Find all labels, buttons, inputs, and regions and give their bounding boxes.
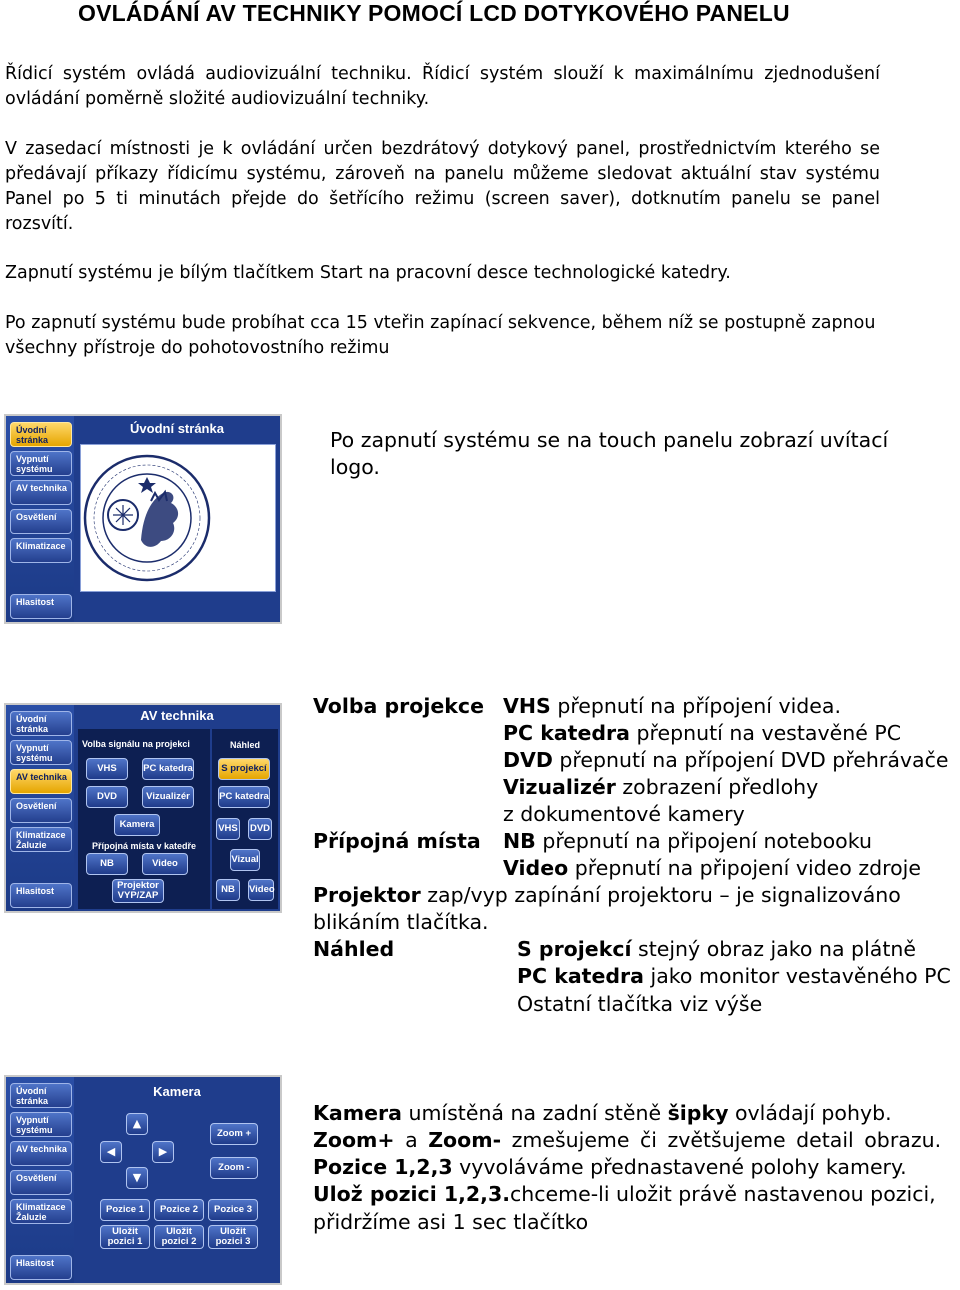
- sidebar-item-lighting[interactable]: Osvětlení: [10, 798, 72, 823]
- label-volba-projekce: Volba projekce: [313, 694, 484, 718]
- desc-pc-katedra-preview: PC katedra jako monitor vestavěného PC: [517, 964, 951, 988]
- intro-paragraph-3: Zapnutí systému je bílým tlačítkem Start na pracovní desce technologické katedry.: [5, 263, 731, 283]
- desc-visualizer: Vizualizér zobrazení předlohy: [503, 775, 819, 799]
- camera-up-arrow-icon[interactable]: ▲: [126, 1113, 148, 1135]
- save-position-2-button[interactable]: Uložit pozici 2: [154, 1225, 204, 1249]
- panel-sidebar: [6, 705, 74, 911]
- camera-right-arrow-icon[interactable]: ▶: [152, 1141, 174, 1163]
- camera-left-arrow-icon[interactable]: ◀: [100, 1141, 122, 1163]
- nb-button[interactable]: NB: [86, 853, 128, 875]
- save-position-3-button[interactable]: Uložit pozici 3: [208, 1225, 258, 1249]
- save-position-1-button[interactable]: Uložit pozici 1: [100, 1225, 150, 1249]
- sidebar-item-climate-blinds[interactable]: Klimatizace Žaluzie: [10, 1199, 72, 1224]
- sidebar-item-av[interactable]: AV technika: [10, 480, 72, 505]
- intro-paragraph-1: Řídicí systém ovládá audiovizuální techniku. Řídicí systém slouží k maximálnímu zjednodušení ovládání poměrně složité audiovizuální techniky.: [5, 64, 880, 109]
- zoom-minus-button[interactable]: Zoom -: [210, 1157, 258, 1179]
- source-select-label: Volba signálu na projekci: [82, 739, 190, 749]
- desc-save-positions: Ulož pozici 1,2,3.chceme-li uložit právě nastavenou pozici,: [313, 1182, 936, 1206]
- position-1-button[interactable]: Pozice 1: [100, 1199, 150, 1221]
- sidebar-item-av[interactable]: AV technika: [10, 769, 72, 794]
- position-2-button[interactable]: Pozice 2: [154, 1199, 204, 1221]
- projector-toggle-button[interactable]: Projektor VYP/ZAP: [112, 879, 164, 903]
- desc-visualizer-2: z dokumentové kamery: [503, 802, 745, 826]
- preview-nb-button[interactable]: NB: [216, 879, 240, 901]
- desc-vhs: VHS přepnutí na přípojení videa.: [503, 694, 841, 718]
- touch-panel-av: [4, 703, 282, 913]
- panel-sidebar: [6, 416, 74, 622]
- visualizer-button[interactable]: Vizualizér: [142, 786, 194, 808]
- panel1-description: Po zapnutí systému se na touch panelu zobrazí uvítací logo.: [330, 428, 889, 479]
- preview-video-button[interactable]: Video: [248, 879, 274, 901]
- sidebar-item-volume[interactable]: Hlasitost: [10, 883, 72, 908]
- preview-pc-button[interactable]: PC katedra: [218, 786, 270, 808]
- zoom-plus-button[interactable]: Zoom +: [210, 1123, 258, 1145]
- page-title: OVLÁDÁNÍ AV TECHNIKY POMOCÍ LCD DOTYKOVÉHO PANELU: [78, 0, 790, 26]
- sidebar-item-lighting[interactable]: Osvětlení: [10, 1170, 72, 1195]
- sidebar-item-shutdown[interactable]: Vypnutí systému: [10, 1112, 72, 1137]
- desc-video: Video přepnutí na připojení video zdroje: [503, 856, 921, 880]
- sidebar-item-av[interactable]: AV technika: [10, 1141, 72, 1166]
- dvd-button[interactable]: DVD: [86, 786, 128, 808]
- video-button[interactable]: Video: [142, 853, 188, 875]
- vhs-button[interactable]: VHS: [86, 758, 128, 780]
- camera-button[interactable]: Kamera: [114, 814, 160, 836]
- desc-zoom: Zoom+ a Zoom- zmešujeme či zvětšujeme detail obrazu.: [313, 1128, 942, 1152]
- sidebar-item-lighting[interactable]: Osvětlení: [10, 509, 72, 534]
- label-pripojna-mista: Přípojná místa: [313, 829, 481, 853]
- sidebar-item-shutdown[interactable]: Vypnutí systému: [10, 451, 72, 476]
- sidebar-item-home[interactable]: Úvodní stránka: [10, 711, 72, 736]
- desc-hold: přidržíme asi 1 sec tlačítko: [313, 1210, 589, 1234]
- sidebar-item-climate-blinds[interactable]: Klimatizace Žaluzie: [10, 827, 72, 852]
- pc-katedra-button[interactable]: PC katedra: [142, 758, 194, 780]
- preview-visualizer-button[interactable]: Vizual: [230, 849, 260, 871]
- connection-points-label: Přípojná místa v katedře: [92, 841, 197, 851]
- position-3-button[interactable]: Pozice 3: [208, 1199, 258, 1221]
- preview-dvd-button[interactable]: DVD: [248, 818, 272, 840]
- sidebar-item-home[interactable]: Úvodní stránka: [10, 1083, 72, 1108]
- label-nahled: Náhled: [313, 937, 395, 961]
- desc-other-buttons: Ostatní tlačítka viz výše: [517, 992, 763, 1016]
- sidebar-item-volume[interactable]: Hlasitost: [10, 1255, 72, 1280]
- desc-positions: Pozice 1,2,3 vyvoláváme přednastavené polohy kamery.: [313, 1155, 907, 1179]
- panel-sidebar: [6, 1077, 74, 1283]
- desc-camera: Kamera umístěná na zadní stěně šipky ovládají pohyb.: [313, 1101, 892, 1125]
- university-seal-logo: [81, 445, 275, 591]
- panel-title: Úvodní stránka: [130, 421, 224, 436]
- sidebar-item-shutdown[interactable]: Vypnutí systému: [10, 740, 72, 765]
- desc-pc: PC katedra přepnutí na vestavěné PC: [503, 721, 902, 745]
- intro-paragraph-4: Po zapnutí systému bude probíhat cca 15 vteřin zapínací sekvence, během níž se postupně zapnou všechny přístroje do pohotovostního režimu: [5, 313, 876, 358]
- desc-projector-2: blikáním tlačítka.: [313, 910, 489, 934]
- logo-screen: [80, 444, 276, 592]
- preview-label: Náhled: [230, 740, 261, 750]
- desc-projector: Projektor zap/vyp zapínání projektoru – je signalizováno: [313, 883, 901, 907]
- panel-title: Kamera: [153, 1084, 201, 1099]
- preview-vhs-button[interactable]: VHS: [216, 818, 240, 840]
- sidebar-item-home[interactable]: Úvodní stránka: [10, 422, 72, 447]
- touch-panel-camera: [4, 1075, 282, 1285]
- desc-s-projekci: S projekcí stejný obraz jako na plátně: [517, 937, 916, 961]
- preview-with-projection-button[interactable]: S projekcí: [218, 758, 270, 780]
- panel-title: AV technika: [140, 708, 214, 723]
- camera-down-arrow-icon[interactable]: ▼: [126, 1167, 148, 1189]
- sidebar-item-climate[interactable]: Klimatizace: [10, 538, 72, 563]
- desc-dvd: DVD přepnutí na přípojení DVD přehrávače: [503, 748, 949, 772]
- intro-paragraph-2: V zasedací místnosti je k ovládání určen bezdrátový dotykový panel, prostřednictvím kterého se předávají příkazy řídicímu systému, zároveň na panelu můžeme sledovat aktuální stav systému Panel po 5 ti minutách přejde do šetřícího režimu (screen saver), dotknutím panelu se panel rozsvítí.: [5, 139, 880, 234]
- desc-nb: NB přepnutí na připojení notebooku: [503, 829, 872, 853]
- sidebar-item-volume[interactable]: Hlasitost: [10, 594, 72, 619]
- touch-panel-home: [4, 414, 282, 624]
